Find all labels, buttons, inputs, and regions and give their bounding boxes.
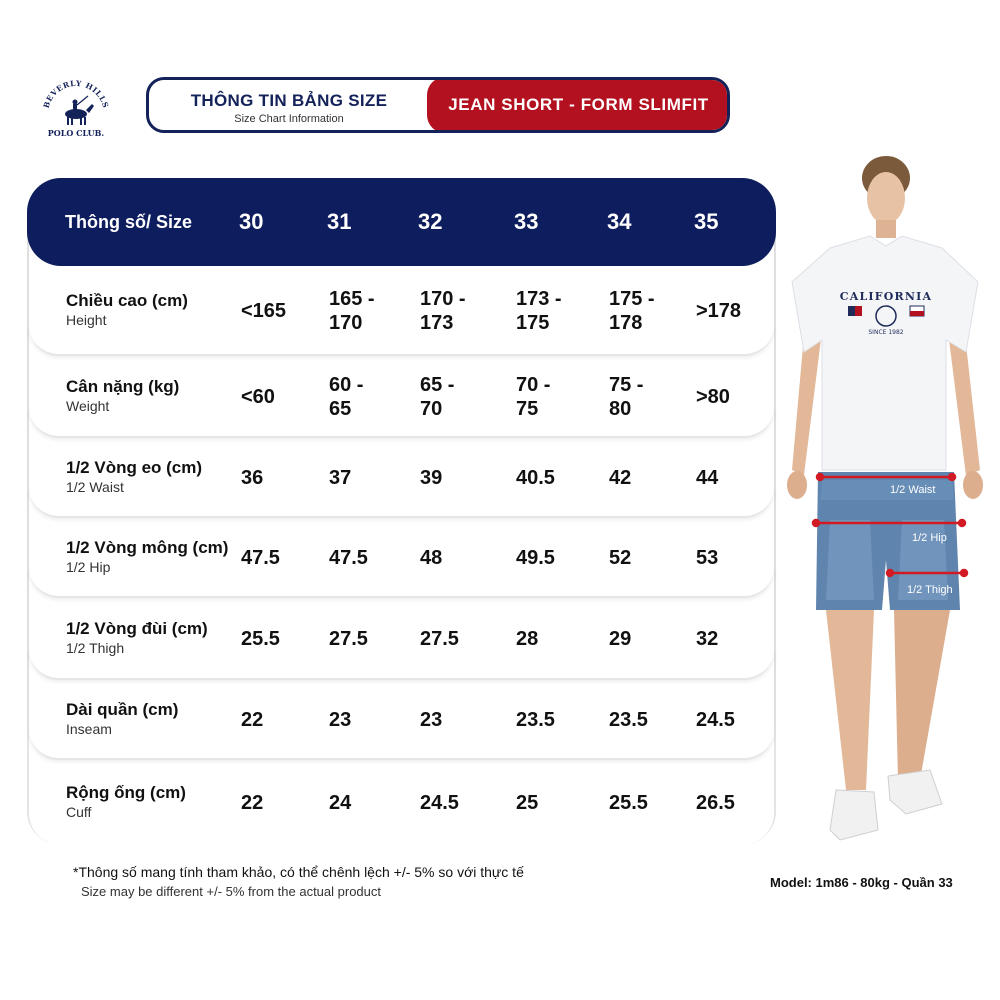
table-cell — [329, 373, 363, 421]
header-title: THÔNG TIN BẢNG SIZE — [190, 91, 388, 110]
size-column-header: 35 — [694, 209, 719, 234]
model-photo — [770, 140, 1000, 870]
table-cell-line: 173 - — [516, 288, 562, 310]
row-label-english: Inseam — [66, 721, 112, 737]
table-cell-line: 28 — [516, 628, 539, 650]
table-cell — [516, 791, 538, 815]
table-cell-line: 27.5 — [329, 628, 368, 650]
table-cell-line: 70 — [420, 398, 443, 420]
table-cell-line: 65 - — [420, 374, 455, 396]
table-cell-line: 22 — [241, 709, 264, 731]
header-banner — [146, 77, 730, 133]
table-cell-line: 39 — [420, 467, 443, 489]
row-label — [66, 700, 178, 737]
table-cell-line: 70 - — [516, 374, 551, 396]
table-cell-line: <165 — [241, 300, 287, 322]
row-label-vietnamese: 1/2 Vòng eo (cm) — [66, 458, 203, 477]
table-cell — [516, 373, 550, 421]
table-cell-line: 175 — [516, 312, 550, 334]
table-cell-line: <60 — [241, 386, 275, 408]
brand-logo — [40, 80, 112, 140]
table-cell-line: 22 — [241, 791, 264, 814]
table-cell-line: 165 - — [329, 288, 375, 310]
logo-bottom-text: POLO CLUB. — [47, 128, 105, 138]
table-cell-line: 42 — [609, 467, 632, 489]
table-cell-line: 75 - — [609, 374, 644, 396]
table-cell-line: 29 — [609, 628, 632, 650]
row-label — [66, 619, 208, 656]
size-column-header: 31 — [327, 209, 352, 234]
table-cell — [696, 466, 718, 490]
table-cell — [420, 546, 442, 570]
table-cell — [696, 627, 718, 651]
table-cell-line: 37 — [329, 467, 352, 489]
table-cell-line: 170 — [329, 312, 363, 334]
size-column-header: 34 — [607, 209, 632, 234]
table-cell-line: 23 — [329, 709, 352, 731]
table-cell — [329, 791, 351, 815]
table-cell — [329, 546, 368, 570]
table-cell — [696, 708, 735, 732]
model-caption: Model: 1m86 - 80kg - Quần 33 — [770, 875, 953, 890]
table-cell-line: 36 — [241, 467, 264, 489]
table-cell-line: 25.5 — [609, 791, 648, 814]
table-cell — [241, 708, 263, 732]
row-label — [66, 291, 188, 328]
disclaimer-note-english: Size may be different +/- 5% from the actual product — [81, 884, 381, 899]
table-cell-line: 173 — [420, 312, 454, 334]
row-label — [66, 458, 202, 495]
table-cell-line: 52 — [609, 547, 632, 569]
table-cell-line: 65 — [329, 398, 352, 420]
shirt-print-text: CALIFORNIA — [839, 290, 933, 303]
table-cell-line: 26.5 — [696, 791, 735, 814]
logo-top-text: BEVERLY HILLS — [41, 80, 111, 110]
disclaimer-note: *Thông số mang tính tham khảo, có thể chênh lệch +/- 5% so với thực tế — [73, 864, 524, 880]
table-cell-line: >178 — [696, 300, 742, 322]
table-cell — [516, 546, 555, 570]
waist-measure-label: 1/2 Waist — [890, 484, 936, 496]
table-cell-line: 53 — [696, 547, 719, 569]
table-cell-line: 80 — [609, 398, 632, 420]
table-cell-line: 60 - — [329, 374, 364, 396]
table-cell-line: 178 — [609, 312, 643, 334]
table-cell-line: 24.5 — [696, 709, 735, 731]
row-label-english: Height — [66, 312, 107, 328]
table-cell-line: 23.5 — [516, 709, 555, 731]
row-label — [66, 783, 186, 820]
table-cell — [516, 466, 555, 490]
header-title-block — [149, 80, 429, 130]
row-label-vietnamese: 1/2 Vòng mông (cm) — [66, 538, 229, 557]
table-cell — [241, 546, 280, 570]
table-cell-line: 23.5 — [609, 709, 648, 731]
table-cell-line: 170 - — [420, 288, 466, 310]
row-label-english: 1/2 Hip — [66, 559, 111, 575]
row-label — [66, 377, 179, 414]
table-cell — [241, 627, 280, 651]
table-cell — [241, 791, 263, 815]
table-cell — [696, 299, 741, 323]
table-cell-line: 75 — [516, 398, 539, 420]
table-cell — [420, 708, 442, 732]
table-cell — [329, 708, 351, 732]
table-cell — [609, 546, 631, 570]
shirt-since-text: SINCE 1982 — [868, 329, 904, 336]
table-cell-line: 49.5 — [516, 547, 555, 569]
table-cell-line: 24 — [329, 791, 352, 814]
thigh-measure-label: 1/2 Thigh — [907, 584, 953, 596]
table-cell-line: >80 — [696, 386, 730, 408]
table-cell — [609, 466, 631, 490]
table-cell-line: 25 — [516, 791, 539, 814]
row-label-english: Cuff — [66, 803, 92, 820]
row-label-vietnamese: Rộng ống (cm) — [66, 782, 186, 802]
row-label-english: 1/2 Thigh — [66, 640, 125, 656]
hip-measure-label: 1/2 Hip — [912, 532, 947, 544]
table-cell-line: 47.5 — [329, 547, 368, 569]
header-corner-label: Thông số/ Size — [65, 211, 193, 232]
table-cell-line: 27.5 — [420, 628, 459, 650]
table-cell — [420, 287, 466, 335]
table-cell — [609, 708, 648, 732]
table-cell — [609, 287, 655, 335]
table-cell — [609, 373, 643, 421]
row-label-vietnamese: 1/2 Vòng đùi (cm) — [66, 619, 208, 638]
table-cell-line: 32 — [696, 628, 719, 650]
table-cell — [516, 287, 562, 335]
table-cell — [516, 627, 538, 651]
table-cell-line: 40.5 — [516, 467, 555, 489]
table-cell-line: 23 — [420, 709, 443, 731]
table-cell — [609, 627, 631, 651]
table-cell — [241, 299, 286, 323]
table-cell — [516, 708, 555, 732]
polo-player-icon — [65, 96, 94, 125]
row-label-vietnamese: Dài quần (cm) — [66, 700, 179, 719]
table-cell-line: 48 — [420, 547, 443, 569]
table-cell-line: 175 - — [609, 288, 655, 310]
row-label-vietnamese: Cân nặng (kg) — [66, 377, 180, 396]
size-column-header: 32 — [418, 209, 443, 234]
table-cell-line: 47.5 — [241, 547, 280, 569]
row-label — [66, 538, 228, 575]
table-cell — [241, 385, 275, 409]
table-cell — [609, 791, 648, 815]
table-cell-line: 44 — [696, 467, 719, 489]
size-column-header: 33 — [514, 209, 539, 234]
table-header-row — [27, 178, 776, 266]
header-subtitle: Size Chart Information — [234, 113, 344, 125]
table-cell — [329, 466, 351, 490]
table-cell — [420, 627, 459, 651]
row-label-vietnamese: Chiều cao (cm) — [66, 291, 188, 310]
table-cell — [241, 466, 263, 490]
table-cell — [696, 791, 735, 815]
table-cell — [696, 546, 718, 570]
row-label-english: 1/2 Waist — [66, 479, 124, 495]
table-cell-line: 24.5 — [420, 791, 459, 814]
table-cell — [420, 466, 442, 490]
table-cell — [420, 791, 459, 815]
table-cell — [329, 287, 375, 335]
size-table — [27, 178, 776, 845]
table-cell — [329, 627, 368, 651]
table-cell — [696, 385, 730, 409]
table-cell — [420, 373, 454, 421]
product-name-badge: JEAN SHORT - FORM SLIMFIT — [427, 77, 730, 133]
row-label-english: Weight — [66, 398, 110, 414]
table-cell-line: 25.5 — [241, 628, 280, 650]
size-column-header: 30 — [239, 209, 264, 234]
